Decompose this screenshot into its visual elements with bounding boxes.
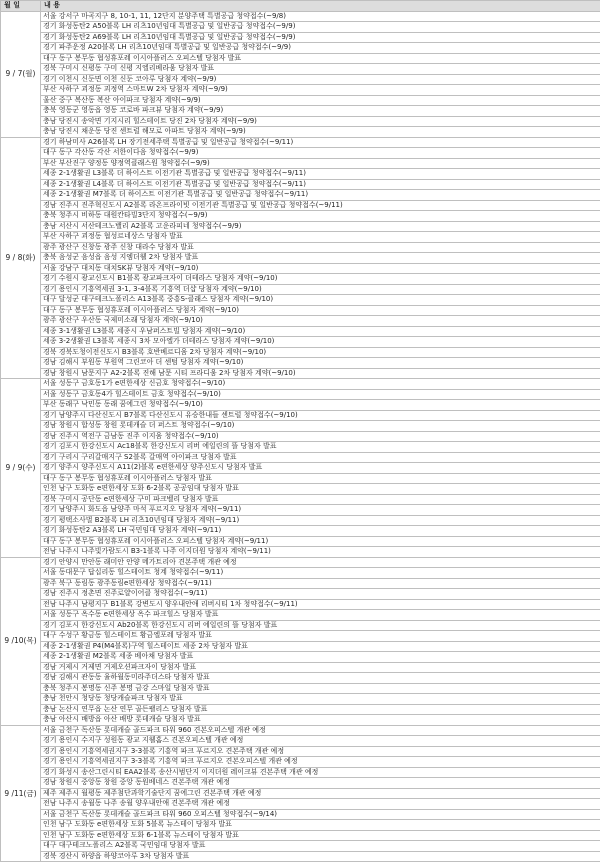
table-row bbox=[1, 610, 600, 621]
table-row bbox=[1, 421, 600, 432]
table-row bbox=[1, 263, 600, 274]
content-cell: 충북 영동군 영동읍 영동 코로바 파크뷰 당첨자 계약(~9/9) bbox=[41, 106, 600, 117]
table-row bbox=[1, 53, 600, 64]
content-cell: 대구 동구 각산동 각산 서한이다음 청약접수(~9/9) bbox=[41, 148, 600, 159]
content-cell: 부산 부산진구 양정동 양정역클래스원 청약접수(~9/9) bbox=[41, 158, 600, 169]
content-cell: 경기 하남미사 A26블록 LH 장기전세주택 특별공급 및 일반공급 청약접수(~9/11) bbox=[41, 137, 600, 148]
content-cell: 대구 동구 봉무동 협성휴포레 이시아플러스 오피스텔 당첨자 발표 bbox=[41, 53, 600, 64]
table-row bbox=[1, 788, 600, 799]
content-cell: 광주 북구 동림동 광주동림e편한세상 청약접수(~9/11) bbox=[41, 578, 600, 589]
content-cell: 경기 김포시 한강신도시 Ab20블록 한강신도시 리버 에일린의 뜰 당첨자 발표 bbox=[41, 620, 600, 631]
table-row bbox=[1, 74, 600, 85]
table-row bbox=[1, 526, 600, 537]
content-cell: 경남 창원시 중앙동 창원 중앙 동원베네스 견본주택 개관 예정 bbox=[41, 778, 600, 789]
table-row bbox=[1, 578, 600, 589]
content-cell: 경기 화성동탄2 A3블록 LH 국민임대 당첨자 계약(~9/11) bbox=[41, 526, 600, 537]
content-cell: 경기 화성동탄2 A69블록 LH 리츠10년임대 특별공급 및 일반공급 청약접수(~9/9) bbox=[41, 32, 600, 43]
table-row bbox=[1, 190, 600, 201]
content-cell: 경기 이천시 신둔면 이천 신둔 코아루 당첨자 계약(~9/9) bbox=[41, 74, 600, 85]
content-cell: 경기 용인시 기흥역세권 3-1, 3-4블록 기흥역 더샵 당첨자 계약(~9/10) bbox=[41, 284, 600, 295]
date-cell: 9 / 9(수) bbox=[1, 379, 41, 558]
table-row bbox=[1, 32, 600, 43]
date-cell: 9 /11(금) bbox=[1, 725, 41, 862]
content-cell: 경기 남양주시 다산신도시 B7블록 다산신도시 유승한내들 센트럴 청약접수(~9/10) bbox=[41, 410, 600, 421]
table-row bbox=[1, 799, 600, 810]
content-cell: 경기 구리시 구리갈매지구 S2블록 갈매역 아이파크 당첨자 발표 bbox=[41, 452, 600, 463]
content-cell: 경기 용인시 기흥역세권지구 3-3블록 기흥역 파크 푸르지오 견본주택 개관 예정 bbox=[41, 746, 600, 757]
table-row bbox=[1, 389, 600, 400]
content-cell: 서울 강남구 대치동 대치SK뷰 당첨자 계약(~9/10) bbox=[41, 263, 600, 274]
table-row bbox=[1, 85, 600, 96]
content-cell: 부산 동래구 낙민동 동래 꿈에그린 청약접수(~9/10) bbox=[41, 400, 600, 411]
table-row bbox=[1, 820, 600, 831]
table-row bbox=[1, 568, 600, 579]
table-row bbox=[1, 274, 600, 285]
table-row bbox=[1, 851, 600, 862]
table-row bbox=[1, 736, 600, 747]
table-row bbox=[1, 169, 600, 180]
table-row bbox=[1, 326, 600, 337]
content-cell: 경북 경산시 하양읍 하양코아루 3차 당첨자 발표 bbox=[41, 851, 600, 862]
content-cell: 서울 강서구 마곡지구 8, 10-1, 11, 12단지 분양주택 특별공급 청약접수(~9/8) bbox=[41, 11, 600, 22]
table-row bbox=[1, 694, 600, 705]
content-cell: 인천 남구 도화동 e편한세상 도화 5블록 뉴스테이 당첨자 발표 bbox=[41, 820, 600, 831]
table-row bbox=[1, 358, 600, 369]
table-row bbox=[1, 179, 600, 190]
content-cell: 세종 3-1생활권 L3블록 세종시 우남퍼스트빌 당첨자 계약(~9/10) bbox=[41, 326, 600, 337]
table-row bbox=[1, 746, 600, 757]
table-row bbox=[1, 337, 600, 348]
content-cell: 인천 남구 도화동 e편한세상 도화 6-2블록 공공임대 당첨자 발표 bbox=[41, 484, 600, 495]
date-cell: 9 / 7(월) bbox=[1, 11, 41, 137]
content-cell: 경기 양주시 양주신도시 A11(2)블록 e편한세상 양주신도시 당첨자 발표 bbox=[41, 463, 600, 474]
table-row bbox=[1, 641, 600, 652]
header-row bbox=[1, 1, 600, 12]
content-cell: 대구 동구 봉무동 협성휴포레 이시아플러스 오피스텔 당첨자 계약(~9/11) bbox=[41, 536, 600, 547]
content-cell: 경기 용인시 수지구 성원동 광교 지웰홈스 견본오피스텔 개관 예정 bbox=[41, 736, 600, 747]
content-cell: 경남 창원시 남문지구 A2-2블록 진해 남문 시티 프라디움 2차 당첨자 계약(~9/10) bbox=[41, 368, 600, 379]
table-row bbox=[1, 379, 600, 390]
content-cell: 충북 청주시 비하동 대원칸타빌3단지 청약접수(~9/9) bbox=[41, 211, 600, 222]
table-row bbox=[1, 284, 600, 295]
table-row bbox=[1, 673, 600, 684]
header-date: 월 일 bbox=[1, 1, 41, 12]
table-row bbox=[1, 200, 600, 211]
content-cell: 인천 남구 도화동 e편한세상 도화 6-1블록 뉴스테이 당첨자 발표 bbox=[41, 830, 600, 841]
table-row bbox=[1, 137, 600, 148]
table-row bbox=[1, 715, 600, 726]
content-cell: 경북 구미시 신평동 구미 신평 지엘리베라움 당첨자 발표 bbox=[41, 64, 600, 75]
table-row bbox=[1, 148, 600, 159]
content-cell: 광주 광산구 우산동 국제미소래 당첨자 계약(~9/10) bbox=[41, 316, 600, 327]
content-cell: 서울 금천구 독산동 롯데캐슬 골드파크 타워 960 오피스텔 청약접수(~9/14) bbox=[41, 809, 600, 820]
table-row bbox=[1, 400, 600, 411]
table-row bbox=[1, 442, 600, 453]
table-row bbox=[1, 631, 600, 642]
content-cell: 전남 나주시 나주빛가람도시 B3-1블록 나주 이지더원 당첨자 계약(~9/11) bbox=[41, 547, 600, 558]
content-cell: 부산 사하구 괴정동 괴정역 스마트W 2차 당첨자 계약(~9/9) bbox=[41, 85, 600, 96]
header-content: 내 용 bbox=[41, 1, 600, 12]
content-cell: 대구 동구 봉무동 협성휴포레 이시아플러스 당첨자 계약(~9/10) bbox=[41, 305, 600, 316]
table-row bbox=[1, 127, 600, 138]
table-row bbox=[1, 410, 600, 421]
table-row bbox=[1, 494, 600, 505]
content-cell: 서울 성동구 금호동1가 e편한세상 신금호 청약접수(~9/10) bbox=[41, 379, 600, 390]
content-cell: 충남 서산시 서산테크노밸리 A2블록 고운라피네 청약접수(~9/9) bbox=[41, 221, 600, 232]
table-row bbox=[1, 778, 600, 789]
table-row bbox=[1, 11, 600, 22]
content-cell: 충남 아산시 배방읍 아산 배방 롯데캐슬 당첨자 발표 bbox=[41, 715, 600, 726]
content-cell: 경북 구미시 공단동 e편한세상 구미 파크벨리 당첨자 발표 bbox=[41, 494, 600, 505]
content-cell: 경남 거제시 거제면 거제오션파크자이 당첨자 발표 bbox=[41, 662, 600, 673]
content-cell: 충남 논산시 연무읍 논산 연무 골든팰리스 당첨자 발표 bbox=[41, 704, 600, 715]
content-cell: 경남 진주시 정촌면 진주로얄이어클 청약접수(~9/11) bbox=[41, 589, 600, 600]
content-cell: 서울 성동구 금호동4가 힐스테이트 금호 청약접수(~9/10) bbox=[41, 389, 600, 400]
table-row bbox=[1, 704, 600, 715]
content-cell: 충남 천안시 청당동 청당캐슬파크 당첨자 발표 bbox=[41, 694, 600, 705]
content-cell: 전남 나주시 송월동 나주 송월 양우내안애 견본주택 개관 예정 bbox=[41, 799, 600, 810]
content-cell: 충북 청주시 봉명동 신주 봉명 금강 스마일 당첨자 발표 bbox=[41, 683, 600, 694]
table-row bbox=[1, 211, 600, 222]
content-cell: 경기 용인시 기흥역세권지구 3-3블록 기흥역 파크 푸르지오 견본오피스텔 개관 예정 bbox=[41, 757, 600, 768]
table-row bbox=[1, 463, 600, 474]
table-row bbox=[1, 116, 600, 127]
schedule-body bbox=[1, 11, 600, 862]
table-row bbox=[1, 589, 600, 600]
table-row bbox=[1, 347, 600, 358]
content-cell: 세종 2-1생활권 L3블록 더 하이스트 이전기관 특별공급 및 일반공급 청약접수(~9/11) bbox=[41, 169, 600, 180]
table-row bbox=[1, 305, 600, 316]
content-cell: 광주 광산구 신창동 광주 신창 대라수 당첨자 발표 bbox=[41, 242, 600, 253]
table-row bbox=[1, 757, 600, 768]
table-row bbox=[1, 484, 600, 495]
table-row bbox=[1, 547, 600, 558]
content-cell: 충북 음성군 음성읍 음성 지엠더웰 2차 당첨자 발표 bbox=[41, 253, 600, 264]
content-cell: 경북 경북도청이전신도시 B3블록 호반베르디움 2차 당첨자 계약(~9/10) bbox=[41, 347, 600, 358]
content-cell: 세종 2-1생활권 P4(M4블록)구역 힐스테이트 세종 2차 당첨자 발표 bbox=[41, 641, 600, 652]
content-cell: 전남 나주시 남평지구 B1블록 강변도시 양우내안애 리버시티 1차 청약접수(~9/11) bbox=[41, 599, 600, 610]
table-row bbox=[1, 22, 600, 33]
table-row bbox=[1, 242, 600, 253]
content-cell: 서울 금천구 독산동 롯데캐슬 골드파크 타워 960 견본오피스텔 개관 예정 bbox=[41, 725, 600, 736]
table-row bbox=[1, 830, 600, 841]
table-row bbox=[1, 253, 600, 264]
table-row bbox=[1, 725, 600, 736]
content-cell: 서울 동대문구 답십리동 힐스테이트 청계 청약접수(~9/11) bbox=[41, 568, 600, 579]
content-cell: 경남 진주시 역전구 금남동 진주 이지움 청약접수(~9/10) bbox=[41, 431, 600, 442]
table-row bbox=[1, 295, 600, 306]
table-row bbox=[1, 473, 600, 484]
content-cell: 대구 달성군 대구테크노폴리스 A13블록 중흥S-클래스 당첨자 계약(~9/10) bbox=[41, 295, 600, 306]
table-row bbox=[1, 652, 600, 663]
table-row bbox=[1, 64, 600, 75]
content-cell: 대구 동구 봉무동 협성휴포레 이시아플러스 당첨자 발표 bbox=[41, 473, 600, 484]
table-row bbox=[1, 316, 600, 327]
table-row bbox=[1, 809, 600, 820]
table-row bbox=[1, 431, 600, 442]
content-cell: 대구 수성구 황금동 힐스테이트 황금엘포레 당첨자 발표 bbox=[41, 631, 600, 642]
content-cell: 세종 2-1생활권 M7블록 더 하이스트 이전기관 특별공급 및 일반공급 청약접수(~9/11) bbox=[41, 190, 600, 201]
table-row bbox=[1, 95, 600, 106]
date-cell: 9 /10(목) bbox=[1, 557, 41, 725]
content-cell: 경기 평택소사벌 B2블록 LH 리츠10년임대 당첨자 계약(~9/11) bbox=[41, 515, 600, 526]
table-row bbox=[1, 43, 600, 54]
table-row bbox=[1, 662, 600, 673]
content-cell: 경기 파주운정 A20블록 LH 리츠10년임대 특별공급 및 일반공급 청약접수(~9/9) bbox=[41, 43, 600, 54]
content-cell: 서울 성동구 옥수동 e편한세상 옥수 파크힐스 당첨자 발표 bbox=[41, 610, 600, 621]
content-cell: 대구 대구테크노폴리스 A2블록 국민임대 당첨자 발표 bbox=[41, 841, 600, 852]
table-row bbox=[1, 557, 600, 568]
table-row bbox=[1, 452, 600, 463]
content-cell: 경남 김해시 부원동 부원역 그린코아 더 센텀 당첨자 계약(~9/10) bbox=[41, 358, 600, 369]
content-cell: 경남 진주시 진주혁신도시 A2블록 라온프라이빗 이전기관 특별공급 및 일반공급 청약접수(~9/11) bbox=[41, 200, 600, 211]
table-row bbox=[1, 158, 600, 169]
content-cell: 울산 중구 복산동 복산 아이파크 당첨자 계약(~9/9) bbox=[41, 95, 600, 106]
table-row bbox=[1, 368, 600, 379]
content-cell: 세종 2-1생활권 L4블록 더 하이스트 이전기관 특별공급 및 일반공급 청약접수(~9/11) bbox=[41, 179, 600, 190]
content-cell: 경기 남양주시 화도읍 남양주 마석 푸르지오 당첨자 계약(~9/11) bbox=[41, 505, 600, 516]
content-cell: 부산 사하구 괴정동 협성르네상스 당첨자 발표 bbox=[41, 232, 600, 243]
content-cell: 경기 화성동탄2 A50블록 LH 리츠10년임대 특별공급 및 일반공급 청약접수(~9/9) bbox=[41, 22, 600, 33]
content-cell: 제주 제주시 월평동 제주첨단과학기술단지 꿈에그린 견본주택 개관 예정 bbox=[41, 788, 600, 799]
content-cell: 경기 수원시 광교신도시 B1블록 광교파크자이 더테라스 당첨자 계약(~9/10) bbox=[41, 274, 600, 285]
content-cell: 충남 당진시 채운동 당진 센트럴 해모로 아파트 당첨자 계약(~9/9) bbox=[41, 127, 600, 138]
table-row bbox=[1, 536, 600, 547]
content-cell: 세종 3-2생활권 L3블록 세종시 3차 모아엘가 더테라스 당첨자 계약(~9/10) bbox=[41, 337, 600, 348]
content-cell: 경기 김포시 한강신도시 Ac18블록 한강신도시 리버 에일린의 뜰 당첨자 발표 bbox=[41, 442, 600, 453]
table-row bbox=[1, 515, 600, 526]
table-row bbox=[1, 683, 600, 694]
content-cell: 충남 당진시 송악면 기지시리 힐스테이트 당진 2차 당첨자 계약(~9/9) bbox=[41, 116, 600, 127]
content-cell: 경기 화성시 송산그린시티 EAA2블록 송산시범단지 이지더원 레이크뷰 견본주택 개관 예정 bbox=[41, 767, 600, 778]
table-row bbox=[1, 221, 600, 232]
content-cell: 경기 안양시 만안동 래미안 안양 메가트리아 견본주택 개관 예정 bbox=[41, 557, 600, 568]
date-cell: 9 / 8(화) bbox=[1, 137, 41, 379]
content-cell: 세종 2-1생활권 M2블록 세종 베아채 당첨자 발표 bbox=[41, 652, 600, 663]
content-cell: 경남 창원시 합성동 창원 롯데캐슬 더 퍼스트 청약접수(~9/10) bbox=[41, 421, 600, 432]
content-cell: 경남 김해시 관동동 율하월동미라주더스타 당첨자 발표 bbox=[41, 673, 600, 684]
table-row bbox=[1, 106, 600, 117]
table-row bbox=[1, 599, 600, 610]
table-row bbox=[1, 841, 600, 852]
table-row bbox=[1, 232, 600, 243]
table-row bbox=[1, 505, 600, 516]
table-row bbox=[1, 620, 600, 631]
